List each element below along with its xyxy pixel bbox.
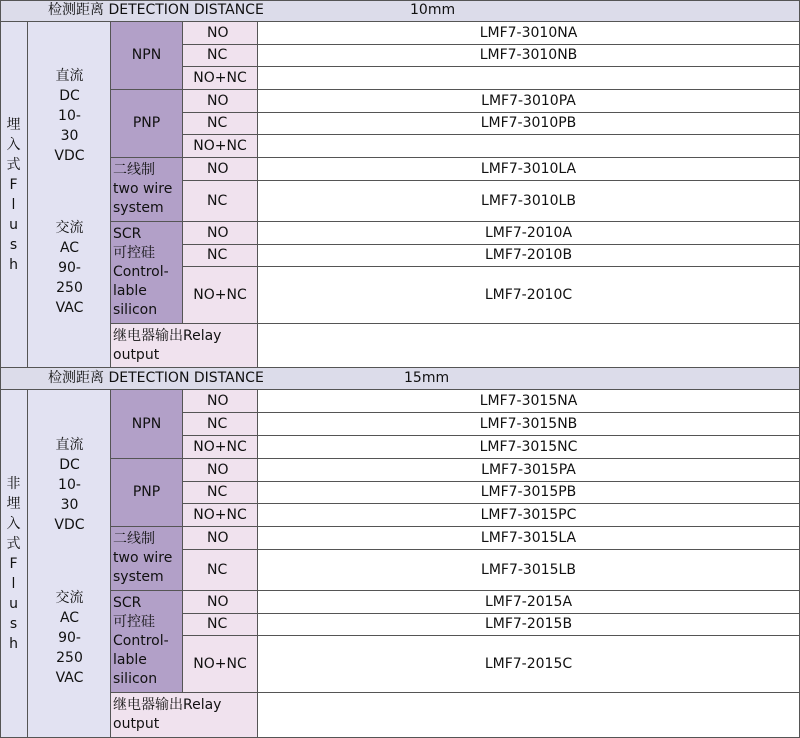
output-type-npn: NPN bbox=[111, 390, 183, 459]
power-ac-label: 交流 AC 90- 250 VAC bbox=[55, 590, 84, 686]
signal-cell: NC bbox=[183, 245, 258, 267]
output-type-two-wire: 二线制 two wire system bbox=[111, 527, 183, 591]
output-type-relay: 继电器输出Relay output bbox=[111, 324, 258, 368]
detection-distance-header bbox=[0, 368, 800, 390]
signal-cell: NO bbox=[183, 390, 258, 413]
power-supply-cell bbox=[28, 22, 111, 368]
model-cell: LMF7-3015PC bbox=[258, 504, 800, 527]
model-cell: LMF7-2015C bbox=[258, 636, 800, 693]
model-cell: LMF7-3015NB bbox=[258, 413, 800, 436]
model-cell: LMF7-3010LA bbox=[258, 158, 800, 181]
model-cell: LMF7-3010NB bbox=[258, 45, 800, 67]
model-cell: LMF7-2010B bbox=[258, 245, 800, 267]
signal-cell: NC bbox=[183, 413, 258, 436]
model-cell: LMF7-2010A bbox=[258, 222, 800, 245]
model-cell: LMF7-3010LB bbox=[258, 181, 800, 222]
power-dc-label: 直流 DC 10- 30 VDC bbox=[54, 68, 85, 164]
model-cell: LMF7-3010NA bbox=[258, 22, 800, 45]
output-type-scr: SCR 可控硅 Control- lable silicon bbox=[111, 222, 183, 324]
output-type-scr: SCR 可控硅 Control- lable silicon bbox=[111, 591, 183, 693]
signal-cell: NO bbox=[183, 90, 258, 113]
signal-cell: NC bbox=[183, 113, 258, 135]
signal-cell: NO+NC bbox=[183, 67, 258, 90]
model-cell bbox=[258, 135, 800, 158]
model-cell: LMF7-3015NC bbox=[258, 436, 800, 459]
detection-distance-label: 检测距离 DETECTION DISTANCE bbox=[48, 370, 264, 386]
signal-cell: NO+NC bbox=[183, 504, 258, 527]
signal-cell: NC bbox=[183, 45, 258, 67]
signal-cell: NO bbox=[183, 459, 258, 482]
mount-type-cell: 非 埋 入 式 F l u s h bbox=[0, 390, 28, 738]
power-supply-cell bbox=[28, 390, 111, 738]
model-cell: LMF7-3010PB bbox=[258, 113, 800, 135]
mount-type-cell: 埋 入 式 F l u s h bbox=[0, 22, 28, 368]
signal-cell: NO bbox=[183, 158, 258, 181]
output-type-relay: 继电器输出Relay output bbox=[111, 693, 258, 738]
model-cell: LMF7-3015NA bbox=[258, 390, 800, 413]
model-cell: LMF7-2015A bbox=[258, 591, 800, 614]
signal-cell: NO+NC bbox=[183, 636, 258, 693]
output-type-npn: NPN bbox=[111, 22, 183, 90]
detection-distance-header bbox=[0, 0, 800, 22]
output-type-two-wire: 二线制 two wire system bbox=[111, 158, 183, 222]
signal-cell: NC bbox=[183, 181, 258, 222]
signal-cell: NO+NC bbox=[183, 267, 258, 324]
signal-cell: NO bbox=[183, 527, 258, 550]
signal-cell: NO bbox=[183, 22, 258, 45]
signal-cell: NO bbox=[183, 222, 258, 245]
signal-cell: NO bbox=[183, 591, 258, 614]
output-type-pnp: PNP bbox=[111, 90, 183, 158]
output-type-pnp: PNP bbox=[111, 459, 183, 527]
model-cell: LMF7-3015LA bbox=[258, 527, 800, 550]
power-ac-label: 交流 AC 90- 250 VAC bbox=[55, 220, 84, 316]
model-cell: LMF7-3015PA bbox=[258, 459, 800, 482]
signal-cell: NC bbox=[183, 614, 258, 636]
signal-cell: NO+NC bbox=[183, 135, 258, 158]
model-cell: LMF7-3015LB bbox=[258, 550, 800, 591]
signal-cell: NC bbox=[183, 550, 258, 591]
signal-cell: NC bbox=[183, 482, 258, 504]
model-cell: LMF7-2010C bbox=[258, 267, 800, 324]
detection-distance-value: 15mm bbox=[404, 370, 450, 386]
signal-cell: NO+NC bbox=[183, 436, 258, 459]
model-cell bbox=[258, 324, 800, 368]
model-cell: LMF7-3010PA bbox=[258, 90, 800, 113]
detection-distance-label: 检测距离 DETECTION DISTANCE bbox=[48, 2, 264, 18]
model-cell: LMF7-3015PB bbox=[258, 482, 800, 504]
detection-distance-value: 10mm bbox=[410, 2, 456, 18]
model-cell bbox=[258, 693, 800, 738]
model-cell: LMF7-2015B bbox=[258, 614, 800, 636]
model-cell bbox=[258, 67, 800, 90]
power-dc-label: 直流 DC 10- 30 VDC bbox=[54, 437, 85, 533]
